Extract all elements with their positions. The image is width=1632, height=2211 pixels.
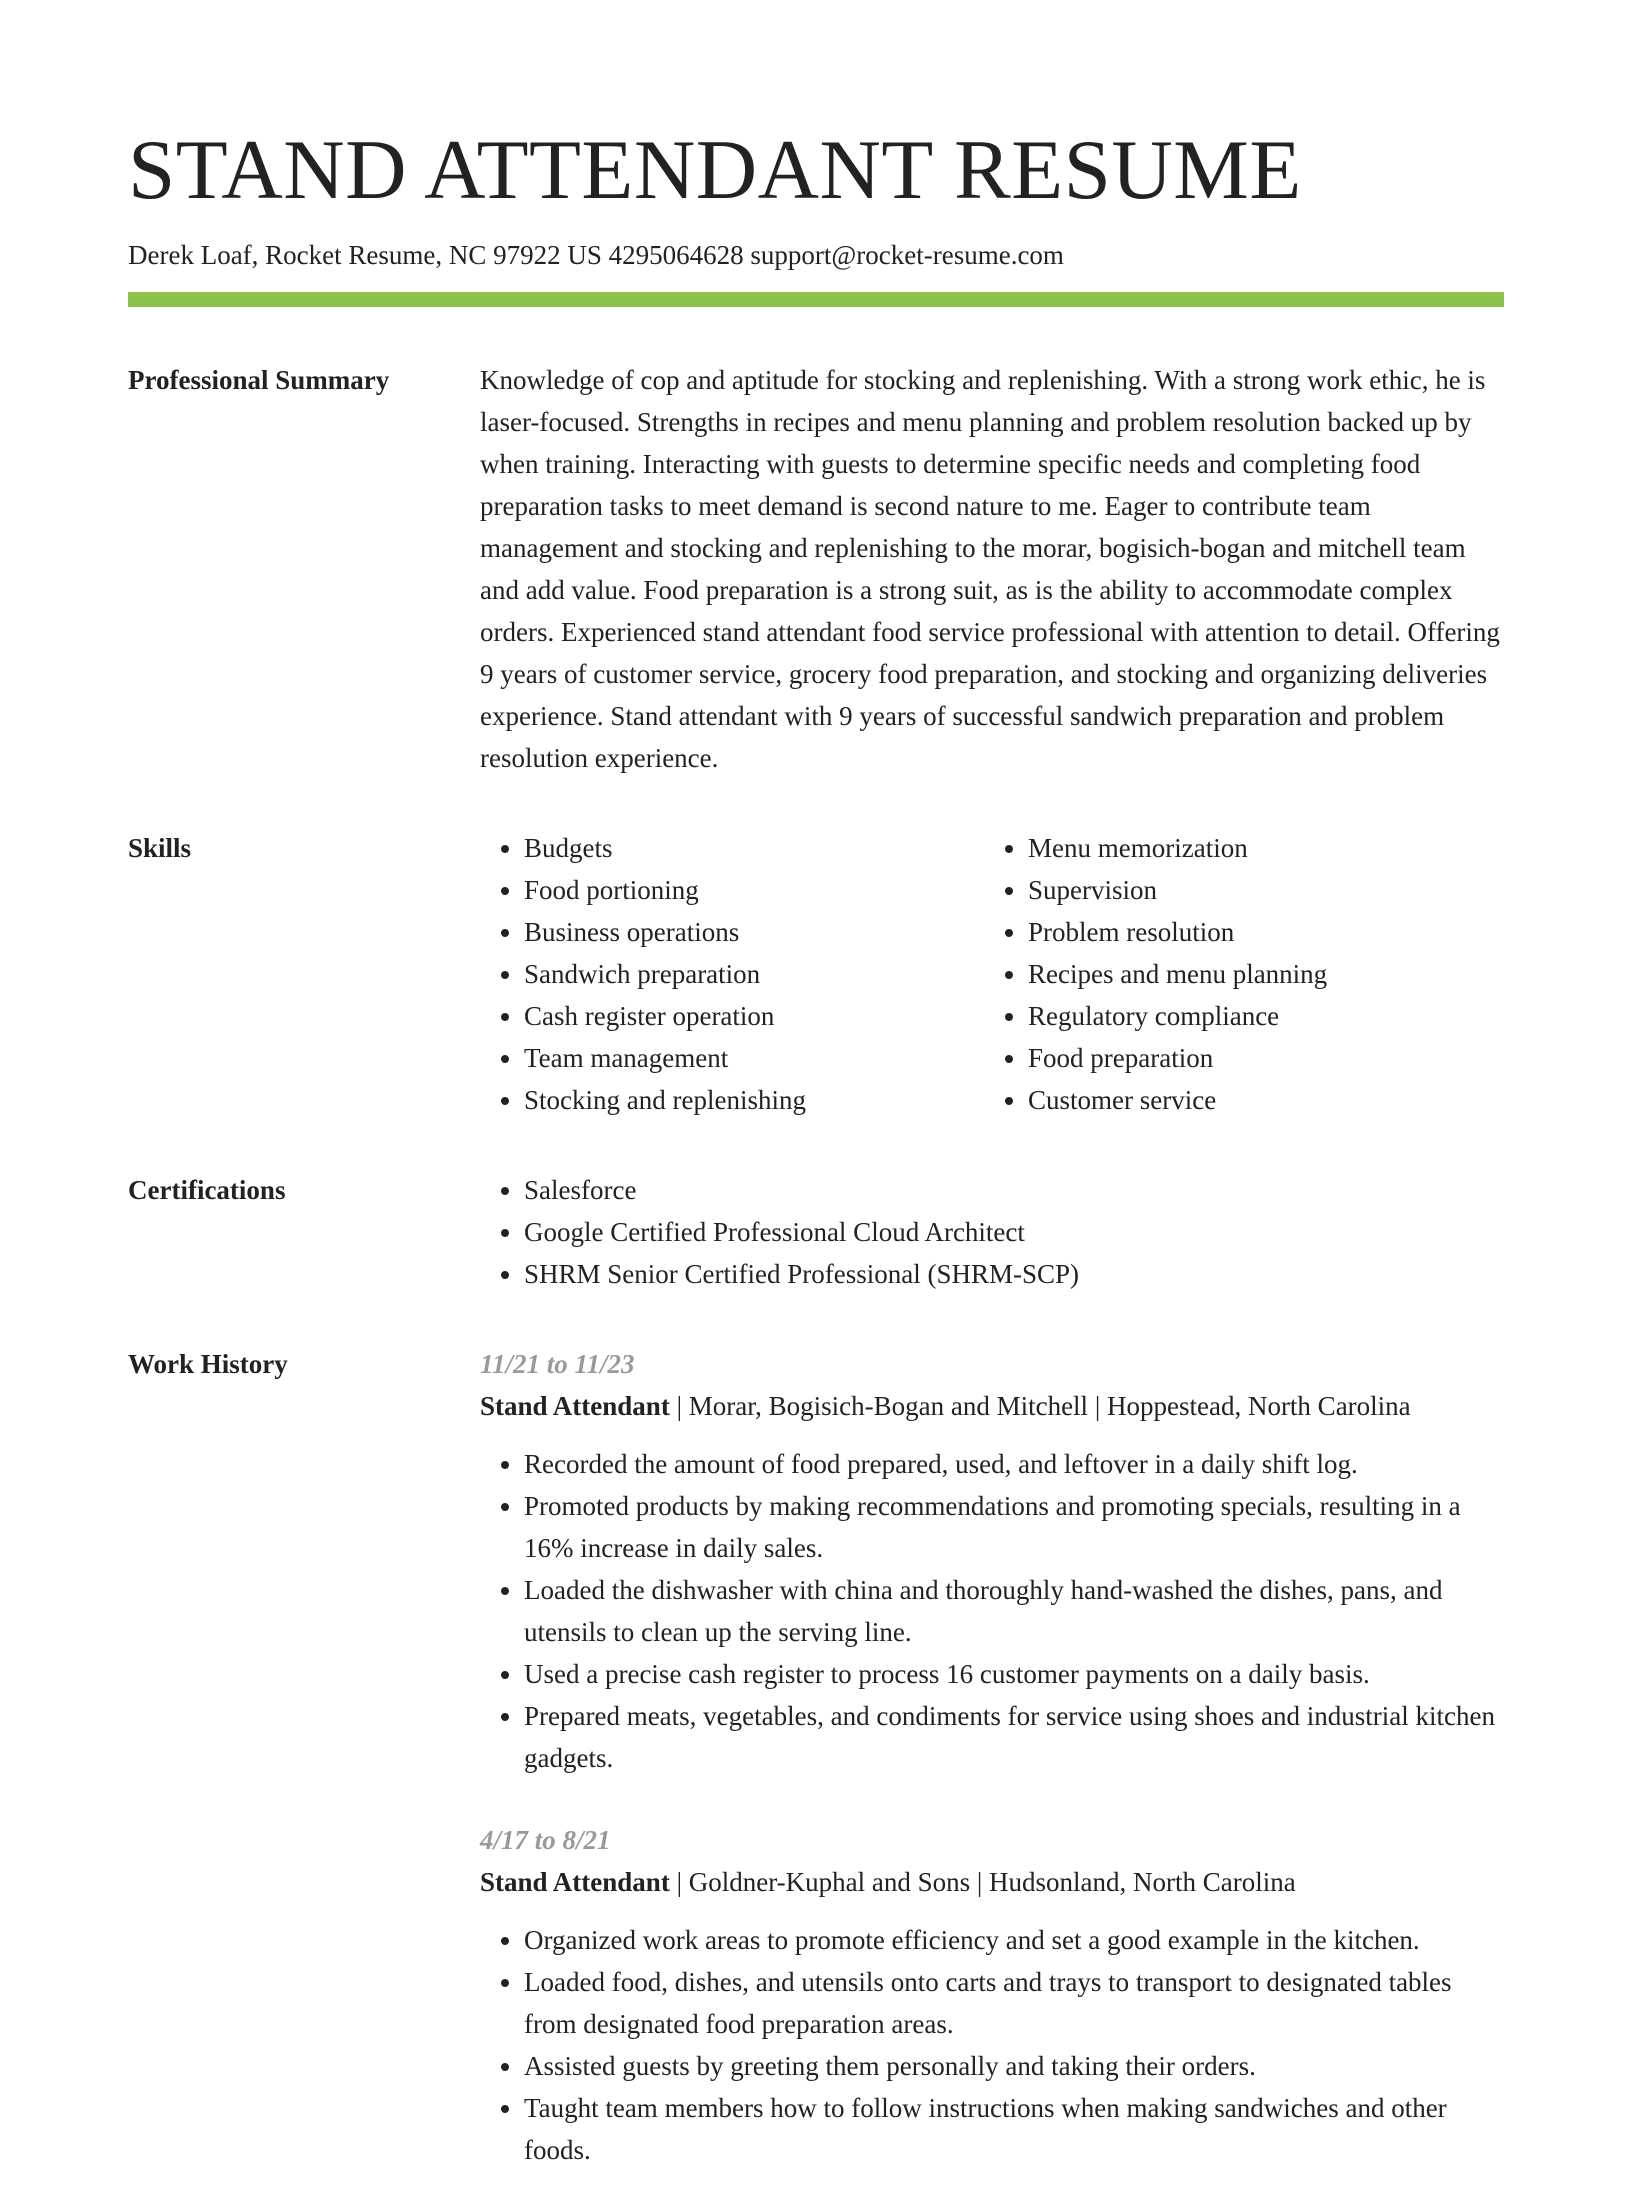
- work-history-body: [480, 1343, 1504, 2211]
- job-bullet: • Organized work areas to promote efficiency and set a good example in the kitchen.: [524, 1919, 1504, 1961]
- job-bullet-list: [480, 1443, 1504, 1779]
- skill-item: • Food preparation: [1028, 1037, 1488, 1079]
- skill-item: • Problem resolution: [1028, 911, 1488, 953]
- job-bullet: • Loaded the dishwasher with china and thoroughly hand-washed the dishes, pans, and utensils to clean up the serving line.: [524, 1569, 1504, 1653]
- summary-section: [128, 359, 1504, 779]
- skill-item: • Regulatory compliance: [1028, 995, 1488, 1037]
- certification-item: • Salesforce: [524, 1169, 1504, 1211]
- job-location: Hoppestead, North Carolina: [1106, 1391, 1411, 1421]
- skills-label: Skills: [128, 833, 192, 863]
- job-heading: Stand Attendant | Morar, Bogisich-Bogan and Mitchell | Hoppestead, North Carolina: [480, 1391, 1411, 1421]
- summary-label: Professional Summary: [128, 365, 390, 395]
- job-bullet: • Prepared meats, vegetables, and condiments for service using shoes and industrial kitchen gadgets.: [524, 1695, 1504, 1779]
- skill-item: • Menu memorization: [1028, 827, 1488, 869]
- skill-item: • Cash register operation: [524, 995, 984, 1037]
- job-bullet: • Used a precise cash register to process 16 customer payments on a daily basis.: [524, 1653, 1504, 1695]
- job-dates: 11/21 to 11/23: [480, 1349, 635, 1379]
- skills-body: [480, 827, 1504, 1121]
- resume-page: [128, 0, 1504, 2211]
- certifications-section: [128, 1169, 1504, 1295]
- skills-column-right: [984, 827, 1488, 1121]
- skill-item: • Business operations: [524, 911, 984, 953]
- job-bullet: • Taught team members how to follow instructions when making sandwiches and other foods.: [524, 2087, 1504, 2171]
- skill-item: • Food portioning: [524, 869, 984, 911]
- work-history-label: Work History: [128, 1349, 288, 1379]
- accent-divider: [128, 292, 1504, 307]
- job-bullet: • Loaded food, dishes, and utensils onto carts and trays to transport to designated tables from designated food preparation areas.: [524, 1961, 1504, 2045]
- contact-line: Derek Loaf, Rocket Resume, NC 97922 US 4295064628 support@rocket-resume.com: [128, 240, 1064, 270]
- skill-item: • Recipes and menu planning: [1028, 953, 1488, 995]
- certifications-body: [480, 1169, 1504, 1295]
- job-heading: Stand Attendant | Goldner-Kuphal and Sons | Hudsonland, North Carolina: [480, 1867, 1296, 1897]
- certification-item: • Google Certified Professional Cloud Architect: [524, 1211, 1504, 1253]
- job-bullet-list: [480, 1919, 1504, 2171]
- job-bullet: • Promoted products by making recommendations and promoting specials, resulting in a 16% increase in daily sales.: [524, 1485, 1504, 1569]
- skill-item: • Stocking and replenishing: [524, 1079, 984, 1121]
- skill-item: • Customer service: [1028, 1079, 1488, 1121]
- job-title: Stand Attendant: [480, 1391, 670, 1421]
- job-entry: [480, 1819, 1504, 2171]
- job-location: Hudsonland, North Carolina: [989, 1867, 1296, 1897]
- job-bullet: • Assisted guests by greeting them personally and taking their orders.: [524, 2045, 1504, 2087]
- skill-item: • Team management: [524, 1037, 984, 1079]
- job-bullet: • Recorded the amount of food prepared, used, and leftover in a daily shift log.: [524, 1443, 1504, 1485]
- summary-body: [480, 359, 1504, 779]
- skills-list-right: [984, 827, 1488, 1121]
- job-company: Goldner-Kuphal and Sons: [688, 1867, 971, 1897]
- skills-column-left: [480, 827, 984, 1121]
- work-history-section: [128, 1343, 1504, 2211]
- skills-list-left: [480, 827, 984, 1121]
- skills-section: [128, 827, 1504, 1121]
- resume-title: STAND ATTENDANT RESUME: [128, 123, 1302, 217]
- summary-text: Knowledge of cop and aptitude for stocking and replenishing. With a strong work ethic, he is laser-focused. Strengths in recipes and menu planning and problem resolution backed up by when training. Interacting with guests to determine specific needs and completing food preparation tasks to meet demand is second nature to me. Eager to contribute team management and stocking and replenishing to the morar, bogisich-bogan and mitchell team and add value. Food preparation is a strong suit, as is the ability to accommodate complex orders. Experienced stand attendant food service professional with attention to detail. Offering 9 years of customer service, grocery food preparation, and stocking and organizing deliveries experience. Stand attendant with 9 years of successful sandwich preparation and problem resolution experience.: [480, 365, 1500, 773]
- job-dates: 4/17 to 8/21: [480, 1825, 611, 1855]
- skill-item: • Sandwich preparation: [524, 953, 984, 995]
- certifications-list: [480, 1169, 1504, 1295]
- certifications-label: Certifications: [128, 1175, 286, 1205]
- certification-item: • SHRM Senior Certified Professional (SHRM-SCP): [524, 1253, 1504, 1295]
- skill-item: • Budgets: [524, 827, 984, 869]
- job-entry: [480, 1343, 1504, 1779]
- skill-item: • Supervision: [1028, 869, 1488, 911]
- job-title: Stand Attendant: [480, 1867, 670, 1897]
- job-company: Morar, Bogisich-Bogan and Mitchell: [688, 1391, 1089, 1421]
